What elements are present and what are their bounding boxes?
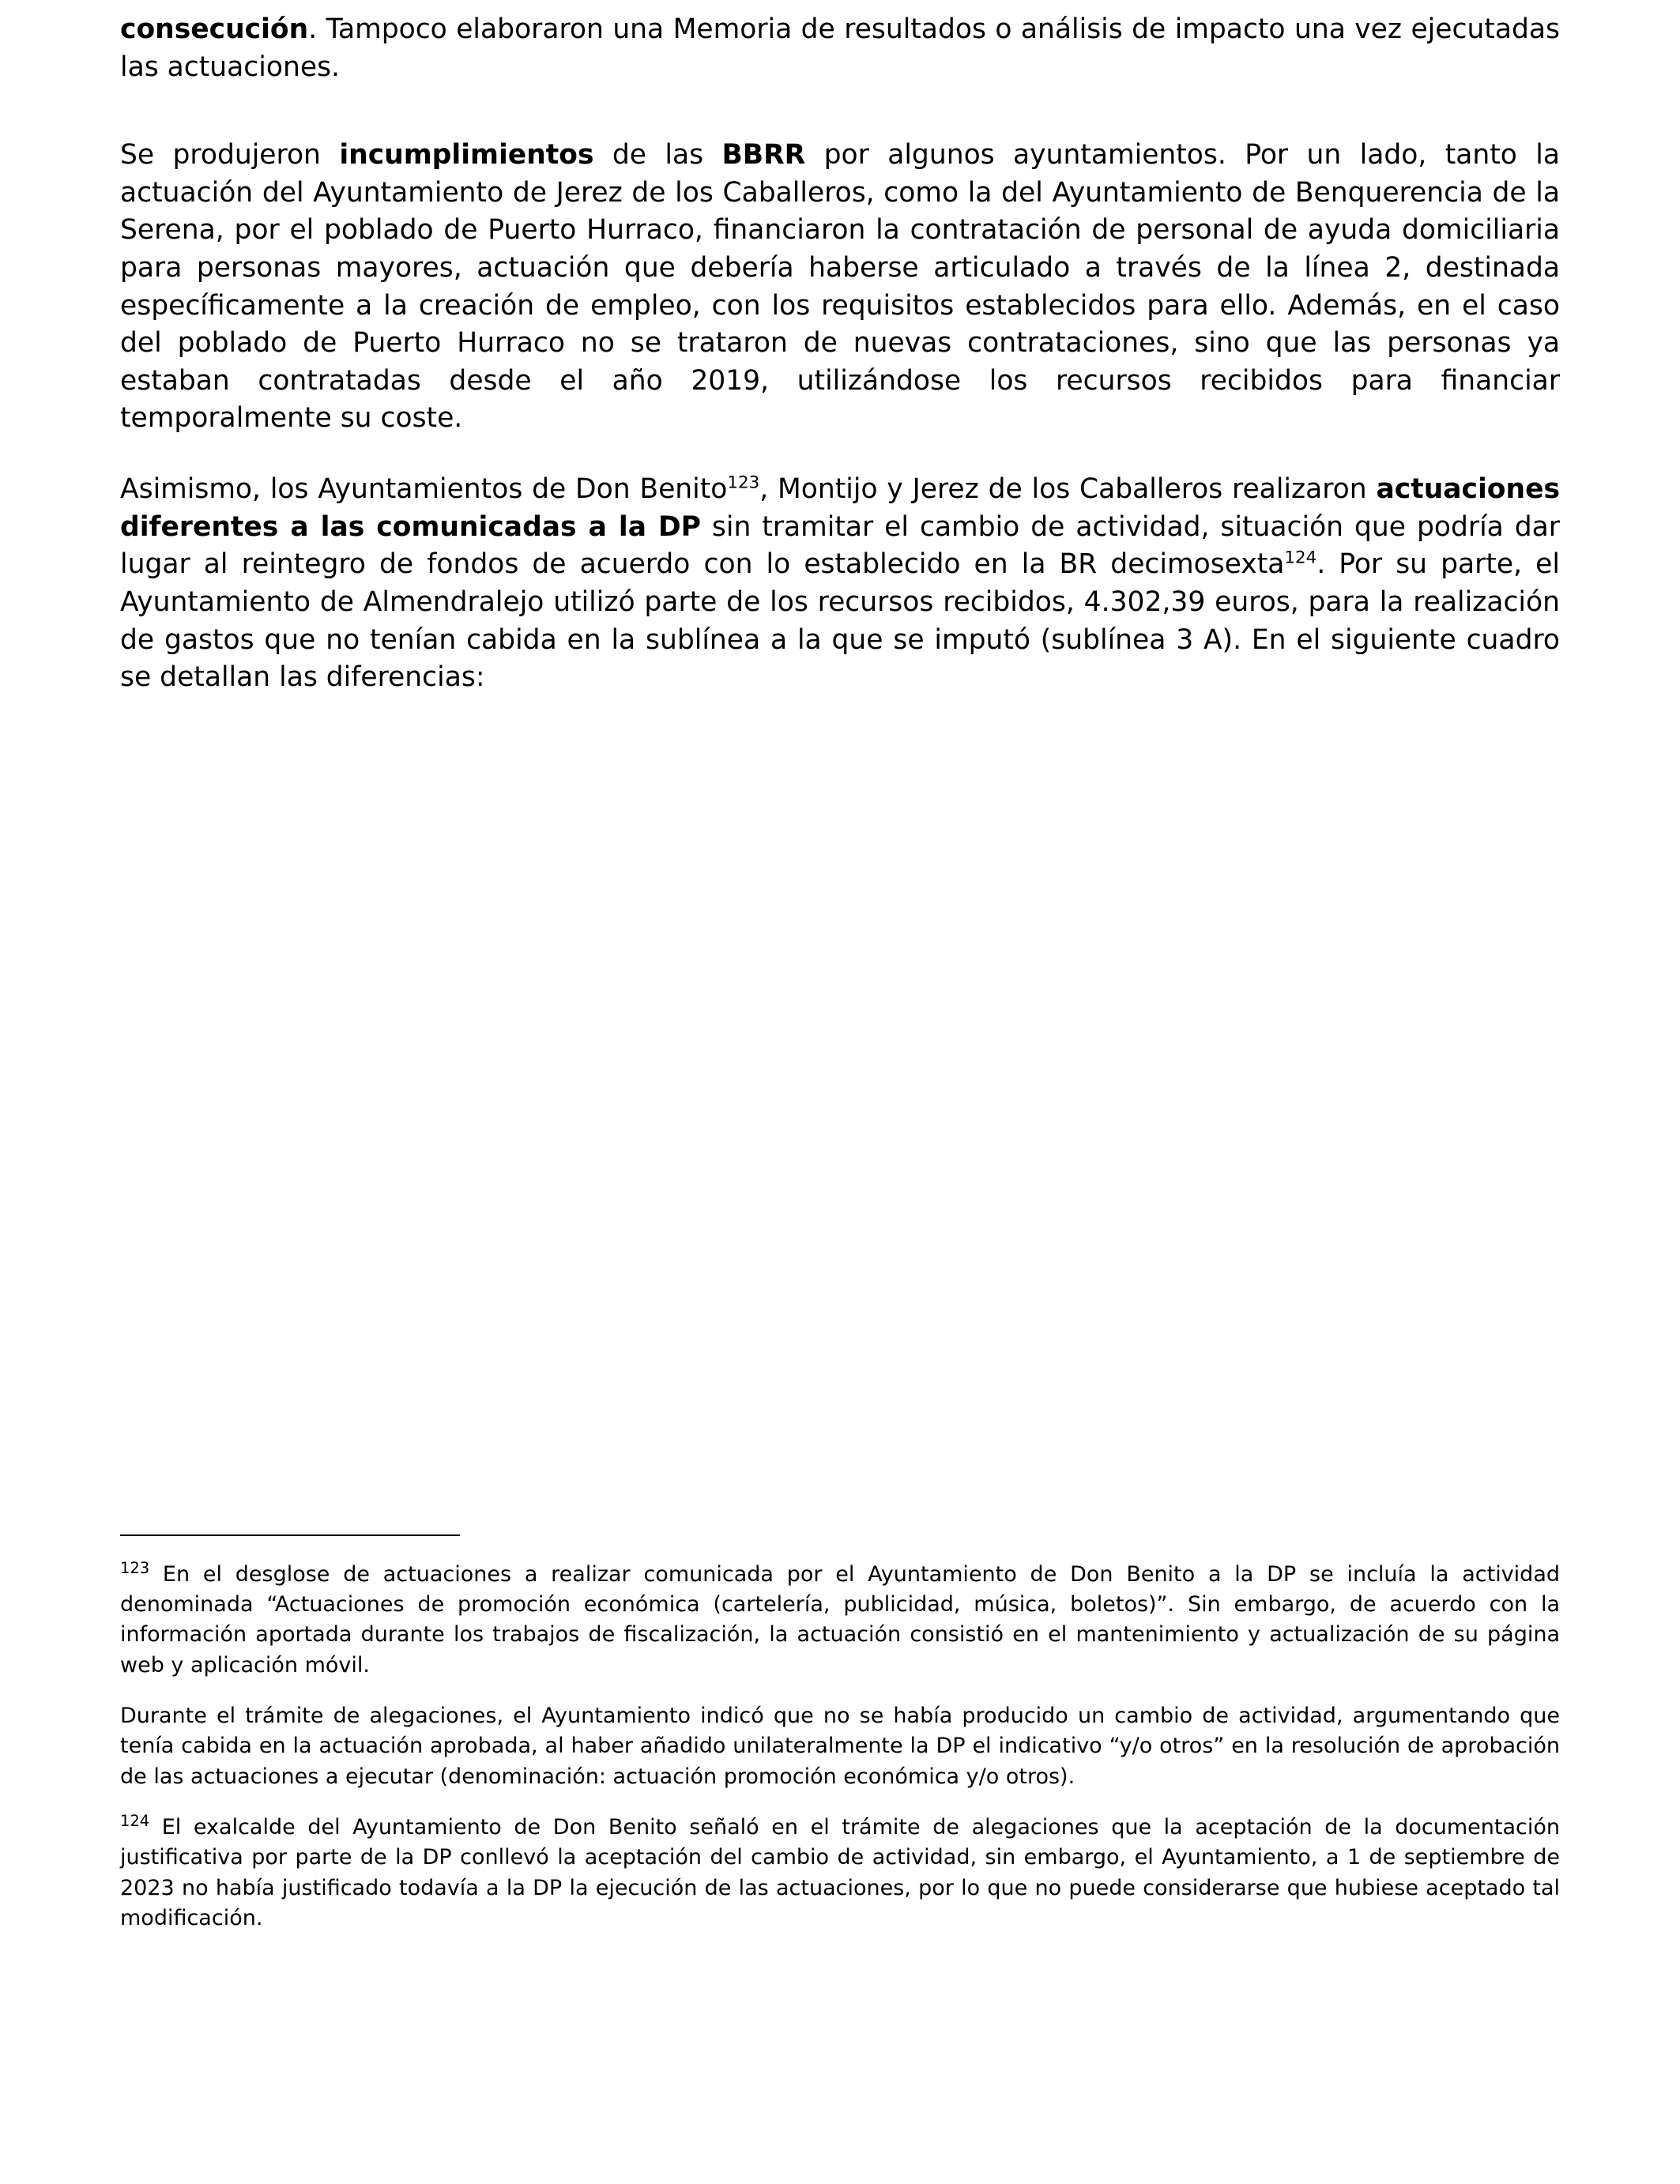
body-text-run: Se produjeron [120,139,340,171]
footnote-section [120,1560,1560,1958]
body-text-run: sin tramitar el cambio de actividad, situación que podría dar lugar al reintegro de fondos de acuerdo con lo establecido en la BR decimosexta [120,510,1560,581]
body-text-run: . Tampoco elaboraron una Memoria de resultados o análisis de impacto una vez ejecutadas las actuaciones. [120,13,1560,83]
paragraph-incumplimientos [120,137,1560,438]
footnote-marker-124: 124 [120,1812,150,1831]
emphasis-text: incumplimientos [339,139,594,171]
footnote-text-123-continued: Durante el trámite de alegaciones, el Ayuntamiento indicó que no se había producido un cambio de actividad, argumentando que tenía cabida en la actuación aprobada, al haber añadido unilateralmente la DP el indicativo “y/o otros” en la resolución de aprobación de las actuaciones a ejecutar (denominación: actuación promoción económica y/o otros). [120,1704,1560,1789]
footnote-marker-123: 123 [120,1558,150,1577]
footnote-separator [120,1534,460,1536]
footnote-text-124: El exalcalde del Ayuntamiento de Don Benito señaló en el trámite de alegaciones que la aceptación de la documentación justificativa por parte de la DP conllevó la aceptación del cambio de actividad, sin embargo, el Ayuntamiento, a 1 de septiembre de 2023 no había justificado todavía a la DP la ejecución de las actuaciones, por lo que no puede considerarse que hubiese aceptado tal modificación. [120,1815,1560,1931]
footnote-reference: 124 [1284,548,1317,568]
footnote-124 [120,1813,1560,1934]
body-text-run: , Montijo y Jerez de los Caballeros realizaron [759,473,1377,506]
emphasis-text: consecución [120,13,309,45]
footnote-123 [120,1560,1560,1681]
body-text-run: de las [593,139,722,171]
body-text-run: Asimismo, los Ayuntamientos de Don Benito [120,473,728,506]
body-text-run: por algunos ayuntamientos. Por un lado, tanto la actuación del Ayuntamiento de Jerez de los Caballeros, como la del Ayuntamiento de Benquerencia de la Serena, por el poblado de Puerto Hurraco, financiaron la contratación de personal de ayuda domiciliaria para personas mayores, actuación que debería haberse articulado a través de la línea 2, destinada específicamente a la creación de empleo, con los requisitos establecidos para ello. Además, en el caso del poblado de Puerto Hurraco no se trataron de nuevas contrataciones, sino que las personas ya estaban contratadas desde el año 2019, utilizándose los recursos recibidos para financiar temporalmente su coste. [120,139,1561,435]
footnote-123-continued [120,1701,1560,1792]
emphasis-text: actuaciones diferentes a las comunicadas a la DP [120,473,1561,543]
footnote-text-123: En el desglose de actuaciones a realizar comunicada por el Ayuntamiento de Don Benito a la DP se incluía la actividad denominada “Actuaciones de promoción económica (cartelería, publicidad, música, boletos)”. Sin embargo, de acuerdo con la información aportada durante los trabajos de fiscalización, la actuación consistió en el mantenimiento y actualización de su página web y aplicación móvil. [120,1561,1560,1678]
footnote-reference: 123 [727,473,760,493]
emphasis-text: BBRR [721,139,806,171]
paragraph-actuaciones-diferentes [120,471,1560,697]
body-text-run: . Por su parte, el Ayuntamiento de Almendralejo utilizó parte de los recursos recibidos, 4.302,39 euros, para la realización de gastos que no tenían cabida en la sublínea a la que se imputó (sublínea 3 A). En el siguiente cuadro se detallan las diferencias: [120,548,1560,694]
paragraph-consecucion [120,11,1560,86]
table-placeholder-area [120,697,1560,1534]
